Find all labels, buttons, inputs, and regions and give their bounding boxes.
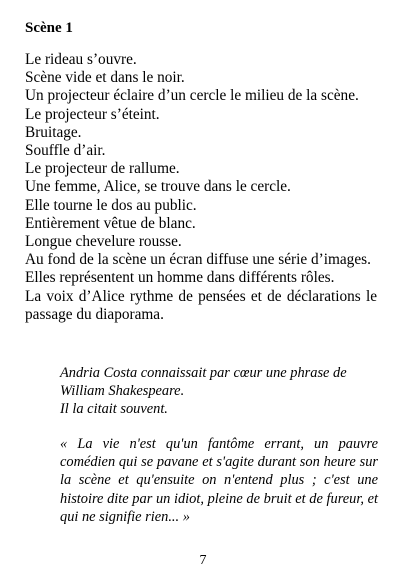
page-number: 7 (199, 553, 207, 568)
stage-direction-line: La voix d’Alice rythme de pensées et de déclarations le passage du diaporama. (25, 287, 377, 323)
stage-direction-line: Bruitage. (25, 123, 82, 141)
stage-direction-line: Souffle d’air. (25, 142, 106, 160)
intro-line: Il la citait souvent. (60, 401, 168, 417)
stage-direction-line: Elle tourne le dos au public. (25, 196, 197, 214)
stage-direction-line: Une femme, Alice, se trouve dans le cercle. (25, 178, 291, 196)
stage-direction-line: Un projecteur éclaire d’un cercle le milieu de la scène. (25, 87, 359, 105)
shakespeare-quote: « La vie n'est qu'un fantôme errant, un pauvre comédien qui se pavane et s'agite durant son heure sur la scène et qu'ensuite on n'entend plus ; c'est une histoire dite par un idiot, pleine de bruit et de fureur, et qui ne signifie rien... » (60, 436, 378, 525)
intro-line: Andria Costa connaissait par cœur une phrase de William Shakespeare. (60, 365, 347, 399)
stage-directions (25, 51, 377, 324)
quote-introduction (60, 364, 378, 418)
stage-direction-line: Elles représentent un homme dans différents rôles. (25, 269, 335, 287)
scene-title: Scène 1 (25, 20, 73, 36)
stage-direction-line: Longue chevelure rousse. (25, 233, 182, 251)
stage-direction-line: Scène vide et dans le noir. (25, 69, 185, 87)
stage-direction-line: Entièrement vêtue de blanc. (25, 214, 196, 232)
stage-direction-line: Au fond de la scène un écran diffuse une série d’images. (25, 251, 371, 269)
stage-direction-line: Le projecteur s’éteint. (25, 105, 160, 123)
stage-direction-line: Le projecteur de rallume. (25, 160, 180, 178)
stage-direction-line: Le rideau s’ouvre. (25, 51, 137, 68)
